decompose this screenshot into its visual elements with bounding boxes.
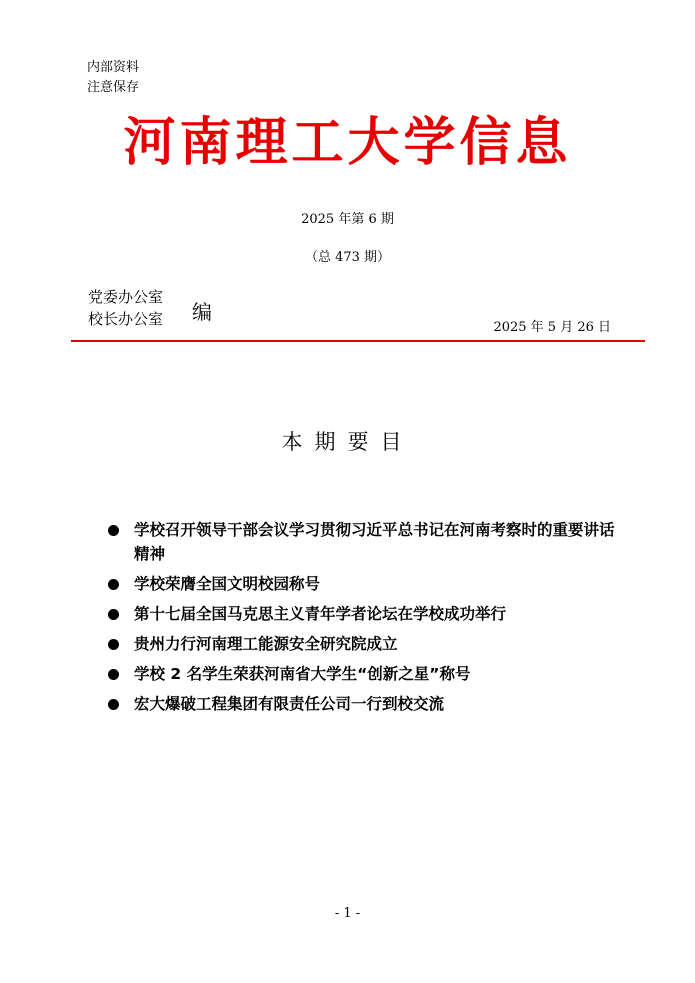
contents-item-text: 学校荣膺全国文明校园称号	[134, 575, 321, 593]
bullet-icon	[108, 525, 119, 536]
internal-line-1: 内部资料	[87, 60, 140, 75]
contents-item	[106, 662, 626, 686]
contents-item-text: 贵州力行河南理工能源安全研究院成立	[134, 635, 398, 653]
issue-total: （总 473 期）	[304, 250, 391, 265]
bullet-icon	[108, 669, 119, 680]
contents-item	[106, 692, 626, 716]
internal-line-2: 注意保存	[87, 80, 140, 95]
masthead-title: 河南理工大学信息	[123, 112, 572, 173]
contents-item-text: 学校召开领导干部会议学习贯彻习近平总书记在河南考察时的重要讲话精神	[134, 521, 615, 563]
edit-label: 编	[192, 300, 212, 324]
bullet-icon	[108, 609, 119, 620]
editor-office-2: 校长办公室	[88, 310, 164, 328]
contents-item	[106, 632, 626, 656]
contents-item-text: 第十七届全国马克思主义青年学者论坛在学校成功举行	[134, 605, 507, 623]
issue-number: 2025 年第 6 期	[301, 212, 394, 227]
contents-title: 本期要目	[281, 430, 414, 454]
contents-item-text: 学校 2 名学生荣获河南省大学生“创新之星”称号	[134, 665, 471, 683]
contents-item	[106, 518, 626, 566]
editor-offices	[88, 286, 163, 330]
page-number: - 1 -	[334, 906, 361, 921]
header-divider	[71, 340, 645, 342]
contents-item-text: 宏大爆破工程集团有限责任公司一行到校交流	[134, 695, 445, 713]
editor-office-1: 党委办公室	[88, 288, 164, 306]
bullet-icon	[108, 579, 119, 590]
internal-notice	[87, 58, 139, 98]
bullet-icon	[108, 699, 119, 710]
publication-date: 2025 年 5 月 26 日	[493, 320, 611, 335]
contents-item	[106, 602, 626, 626]
contents-list	[106, 518, 626, 722]
bullet-icon	[108, 639, 119, 650]
contents-item	[106, 572, 626, 596]
